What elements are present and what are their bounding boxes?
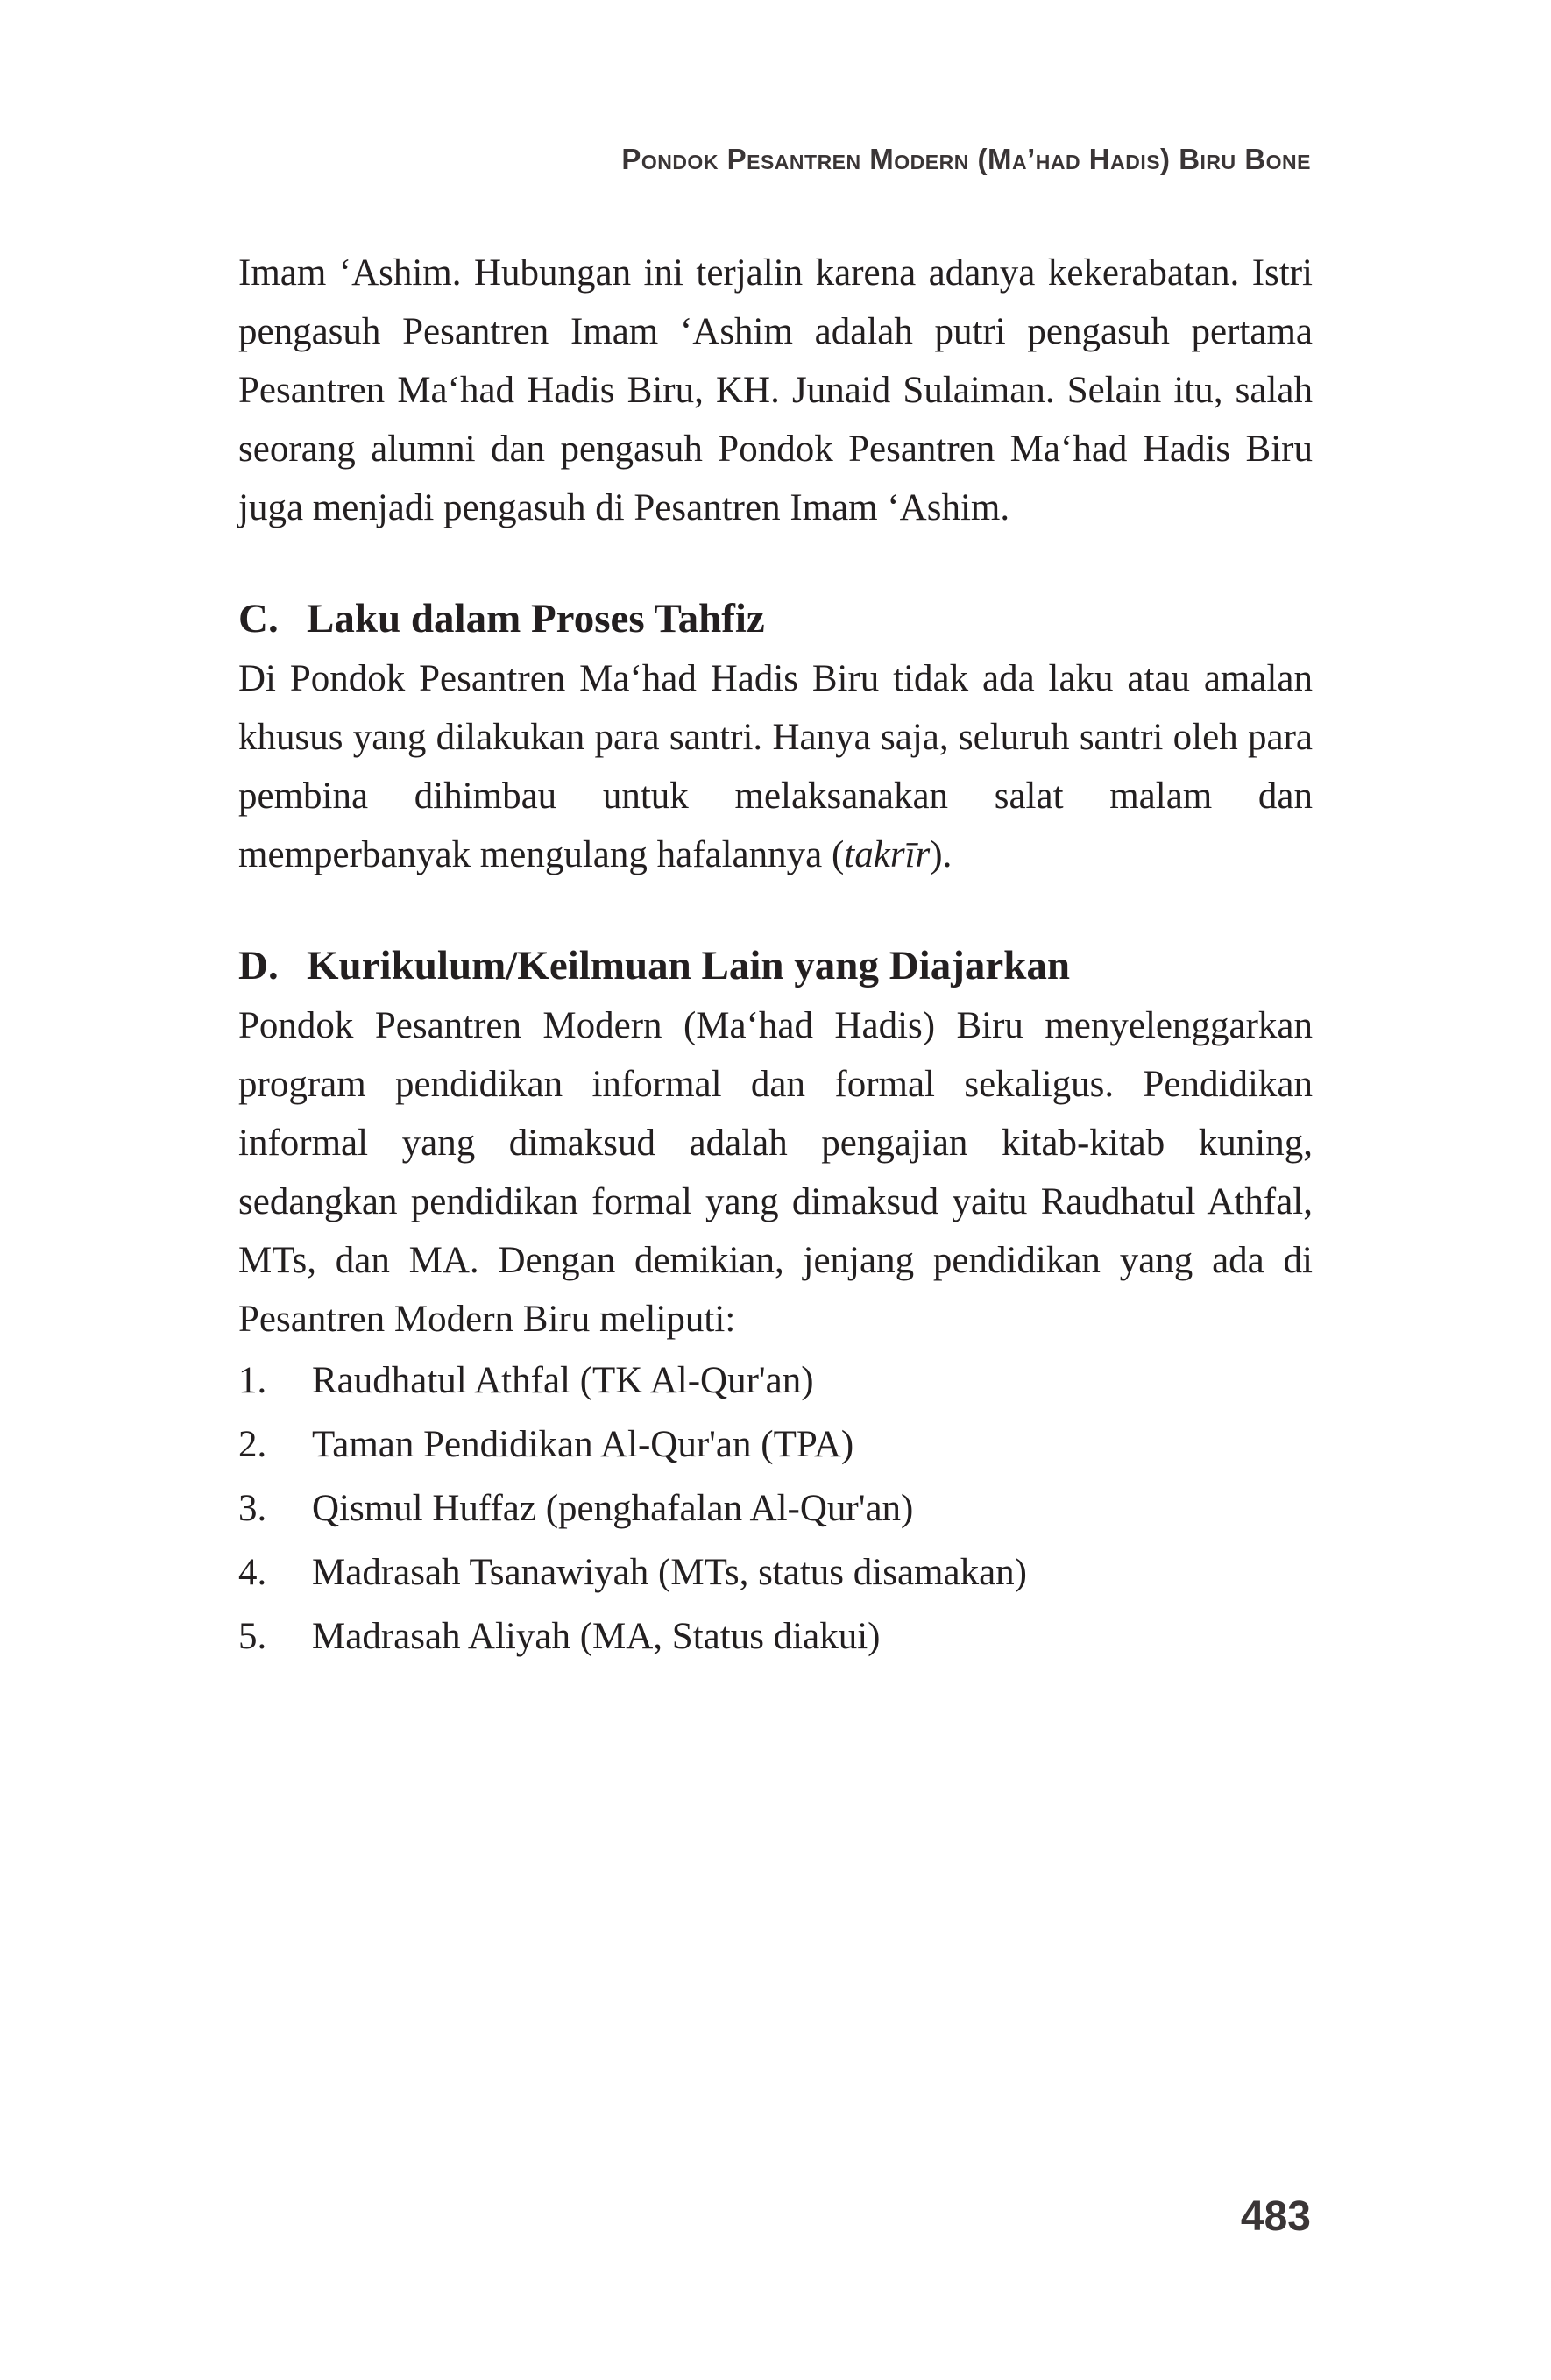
list-item (238, 1541, 1313, 1604)
section-c-heading (238, 591, 1313, 646)
section-c-text-end: ). (930, 834, 953, 875)
section-c-paragraph (238, 649, 1313, 884)
section-c-title: Laku dalam Proses Tahfiz (307, 596, 765, 641)
list-item (238, 1604, 1313, 1668)
list-item-text: Madrasah Tsanawiyah (MTs, status disamakan) (312, 1552, 1027, 1593)
intro-paragraph: Imam ‘Ashim. Hubungan ini terjalin karena adanya kekerabatan. Istri pengasuh Pesantren Imam ‘Ashim adalah putri pengasuh pertama Pesantren Ma‘had Hadis Biru, KH. Junaid Sulaiman. Selain itu, salah seorang alumni dan pengasuh Pondok Pesantren Ma‘had Hadis Biru juga menjadi pengasuh di Pesantren Imam ‘Ashim. (238, 252, 1313, 528)
page-number: 483 (1240, 2193, 1311, 2240)
education-levels-list (238, 1349, 1313, 1668)
list-item-number: 5. (238, 1616, 267, 1657)
list-item-text: Taman Pendidikan Al-Qur'an (TPA) (312, 1424, 854, 1465)
section-c-term: takrīr (844, 834, 931, 875)
list-item-number: 4. (238, 1552, 267, 1593)
section-d-number: D. (238, 943, 279, 988)
list-item (238, 1413, 1313, 1477)
list-item-number: 3. (238, 1488, 267, 1529)
section-c-text: Di Pondok Pesantren Ma‘had Hadis Biru tidak ada laku atau amalan khusus yang dilakukan para santri. Hanya saja, seluruh santri oleh para pembina dihimbau untuk melaksanakan salat malam dan memperbanyak mengulang hafalannya ( (238, 658, 1313, 875)
running-header: Pondok Pesantren Modern (Ma’had Hadis) Biru Bone (621, 143, 1311, 175)
list-item-number: 2. (238, 1424, 267, 1465)
page-body (238, 244, 1313, 1668)
list-item-number: 1. (238, 1360, 267, 1401)
list-item-text: Madrasah Aliyah (MA, Status diakui) (312, 1616, 881, 1657)
list-item-text: Raudhatul Athfal (TK Al-Qur'an) (312, 1360, 814, 1401)
list-item-text: Qismul Huffaz (penghafalan Al-Qur'an) (312, 1488, 914, 1529)
list-item (238, 1349, 1313, 1413)
section-c-number: C. (238, 596, 279, 641)
section-d-paragraph: Pondok Pesantren Modern (Ma‘had Hadis) Biru menyelenggarkan program pendidikan informal dan formal sekaligus. Pendidikan informal yang dimaksud adalah pengajian kitab-kitab kuning, sedangkan pendidikan formal yang dimaksud yaitu Raudhatul Athfal, MTs, dan MA. Dengan demikian, jenjang pendidikan yang ada di Pesantren Modern Biru meliputi: (238, 1005, 1313, 1340)
list-item (238, 1477, 1313, 1541)
section-d-heading (238, 939, 1313, 993)
section-d-title: Kurikulum/Keilmuan Lain yang Diajarkan (307, 943, 1070, 988)
